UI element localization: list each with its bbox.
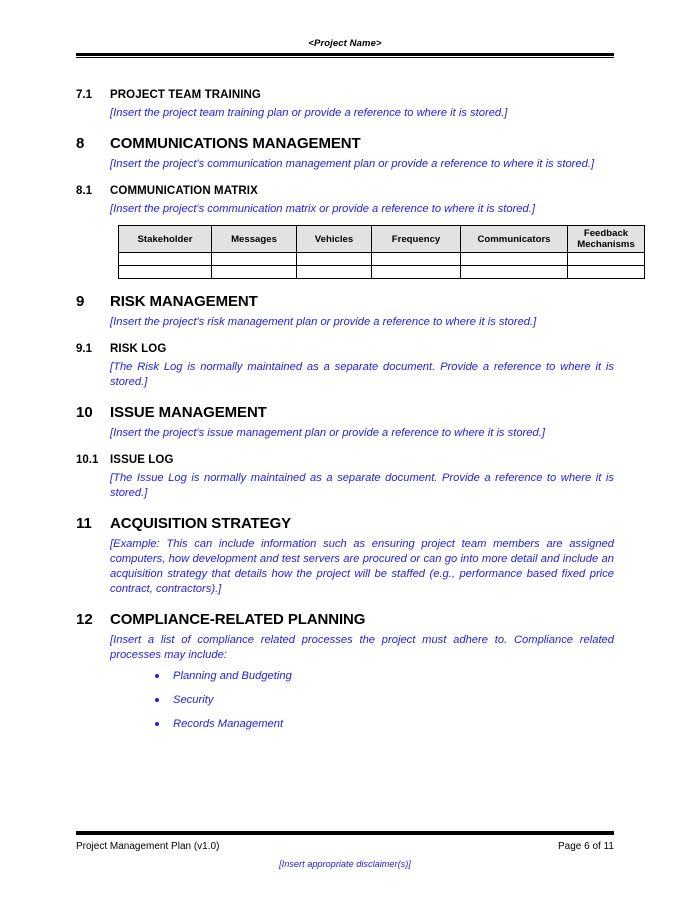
heading-number: 9 bbox=[76, 293, 85, 310]
communication-matrix-wrapper bbox=[118, 225, 635, 279]
footer-document-title: Project Management Plan (v1.0) bbox=[76, 841, 220, 852]
bullet-dot-icon bbox=[155, 698, 159, 702]
heading-number: 8.1 bbox=[76, 185, 92, 197]
table-cell[interactable] bbox=[372, 253, 461, 266]
bullet-dot-icon bbox=[155, 722, 159, 726]
heading-number: 10.1 bbox=[76, 454, 99, 466]
list-item bbox=[155, 693, 614, 708]
heading-title: RISK LOG bbox=[110, 343, 167, 355]
placeholder-text-10: [Insert the project's issue management plan or provide a reference to where it is stored.] bbox=[110, 427, 545, 439]
page-footer bbox=[76, 831, 614, 870]
table-cell[interactable] bbox=[212, 253, 297, 266]
heading-10 bbox=[76, 403, 614, 422]
heading-8 bbox=[76, 134, 614, 153]
table-row bbox=[119, 266, 645, 279]
table-cell[interactable] bbox=[568, 266, 645, 279]
column-header-frequency: Frequency bbox=[372, 226, 461, 253]
table-header-row bbox=[119, 226, 645, 253]
table-cell[interactable] bbox=[461, 266, 568, 279]
list-item-label: Security bbox=[173, 694, 214, 706]
heading-9-1 bbox=[76, 342, 614, 357]
heading-title: COMPLIANCE-RELATED PLANNING bbox=[110, 611, 366, 628]
list-item-label: Planning and Budgeting bbox=[173, 670, 292, 682]
heading-title: PROJECT TEAM TRAINING bbox=[110, 89, 261, 101]
column-header-messages: Messages bbox=[212, 226, 297, 253]
table-cell[interactable] bbox=[461, 253, 568, 266]
placeholder-text-11: [Example: This can include information such as ensuring project team members are assigned computers, how development and test servers are procured or can go into more detail and include an acquisition strategy that details how the project will be staffed (e.g., performance based fixed price contract, contractors).] bbox=[110, 538, 614, 595]
heading-8-1 bbox=[76, 184, 614, 199]
table-cell[interactable] bbox=[372, 266, 461, 279]
heading-7-1 bbox=[76, 88, 614, 103]
heading-number: 7.1 bbox=[76, 89, 92, 101]
heading-9 bbox=[76, 292, 614, 311]
heading-10-1 bbox=[76, 453, 614, 468]
placeholder-text-7-1: [Insert the project team training plan or provide a reference to where it is stored.] bbox=[110, 107, 508, 119]
heading-title: COMMUNICATIONS MANAGEMENT bbox=[110, 135, 361, 152]
header-project-name: <Project Name> bbox=[308, 38, 382, 49]
heading-number: 11 bbox=[76, 515, 92, 532]
heading-12 bbox=[76, 610, 614, 629]
heading-number: 8 bbox=[76, 135, 85, 152]
table-cell[interactable] bbox=[568, 253, 645, 266]
heading-title: ISSUE LOG bbox=[110, 454, 174, 466]
document-body bbox=[76, 76, 635, 741]
list-item-label: Records Management bbox=[173, 718, 284, 730]
footer-disclaimer: [Insert appropriate disclaimer(s)] bbox=[279, 859, 411, 869]
footer-page-number: Page 6 of 11 bbox=[558, 841, 614, 852]
list-item bbox=[155, 717, 614, 732]
heading-11 bbox=[76, 514, 614, 533]
table-cell[interactable] bbox=[119, 266, 212, 279]
table-row bbox=[119, 253, 645, 266]
table-cell[interactable] bbox=[212, 266, 297, 279]
table-cell[interactable] bbox=[297, 253, 372, 266]
footer-row bbox=[76, 840, 614, 853]
heading-title: ISSUE MANAGEMENT bbox=[110, 404, 267, 421]
placeholder-text-9-1: [The Risk Log is normally maintained as a separate document. Provide a reference to where it is stored.] bbox=[110, 361, 614, 388]
heading-title: COMMUNICATION MATRIX bbox=[110, 185, 258, 197]
table-cell[interactable] bbox=[119, 253, 212, 266]
table-cell[interactable] bbox=[297, 266, 372, 279]
header-divider-rule bbox=[76, 53, 614, 58]
heading-number: 9.1 bbox=[76, 343, 92, 355]
bullet-dot-icon bbox=[155, 674, 159, 678]
placeholder-text-9: [Insert the project's risk management plan or provide a reference to where it is stored.] bbox=[110, 316, 537, 328]
heading-title: ACQUISITION STRATEGY bbox=[110, 515, 292, 532]
column-header-vehicles: Vehicles bbox=[297, 226, 372, 253]
page-header bbox=[76, 38, 614, 58]
column-header-feedback-mechanisms: Feedback Mechanisms bbox=[568, 226, 645, 253]
placeholder-text-8: [Insert the project's communication management plan or provide a reference to where it is stored.] bbox=[110, 158, 595, 170]
list-item bbox=[155, 669, 614, 684]
heading-number: 12 bbox=[76, 611, 93, 628]
heading-title: RISK MANAGEMENT bbox=[110, 293, 258, 310]
placeholder-text-10-1: [The Issue Log is normally maintained as a separate document. Provide a reference to where it is stored.] bbox=[110, 472, 614, 499]
placeholder-text-8-1: [Insert the project's communication matrix or provide a reference to where it is stored.] bbox=[110, 203, 535, 215]
column-header-communicators: Communicators bbox=[461, 226, 568, 253]
communication-matrix-table bbox=[118, 225, 645, 279]
heading-number: 10 bbox=[76, 404, 93, 421]
column-header-stakeholder: Stakeholder bbox=[119, 226, 212, 253]
compliance-bullet-list bbox=[76, 669, 614, 732]
placeholder-text-12: [Insert a list of compliance related processes the project must adhere to. Compliance related processes may include: bbox=[110, 634, 614, 661]
footer-divider-rule bbox=[76, 831, 614, 835]
